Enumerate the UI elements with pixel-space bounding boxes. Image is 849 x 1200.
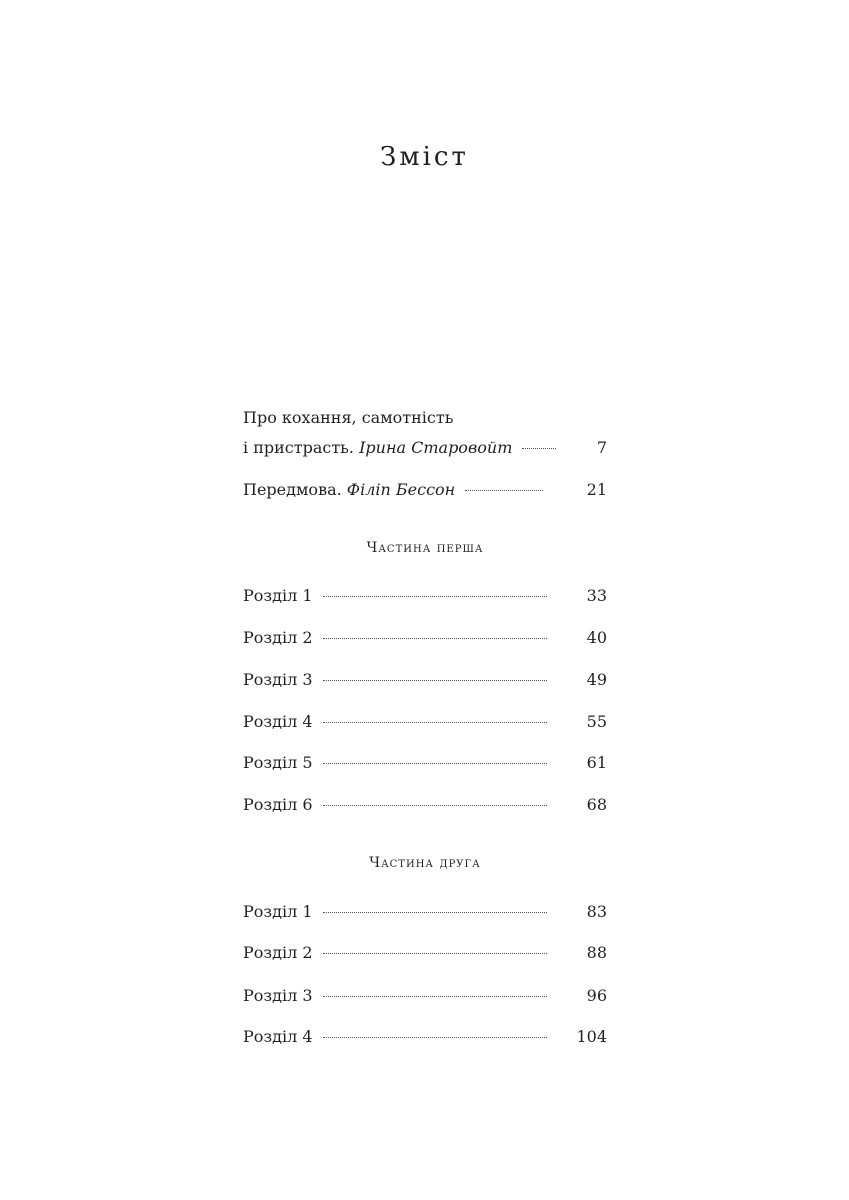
intro-entry[interactable] bbox=[243, 438, 607, 460]
part1-chapter-4[interactable] bbox=[243, 712, 607, 734]
dot-leader bbox=[465, 489, 543, 491]
part2-heading: Частина друга bbox=[369, 855, 481, 871]
intro-entry-label: і пристрасть. Ірина Старовойт bbox=[243, 438, 513, 457]
preface-author: Філіп Бессон bbox=[346, 480, 456, 499]
page-number: 83 bbox=[586, 902, 607, 921]
dot-leader bbox=[323, 995, 547, 997]
intro-entry-line1: Про кохання, самотність bbox=[243, 408, 454, 427]
intro-author: Ірина Старовойт bbox=[359, 438, 513, 457]
page-number: 88 bbox=[586, 943, 607, 962]
part1-chapter-6[interactable] bbox=[243, 795, 607, 817]
part2-chapter-2[interactable] bbox=[243, 943, 607, 965]
page-number: 96 bbox=[586, 986, 607, 1005]
part2-chapter-3[interactable] bbox=[243, 986, 607, 1008]
chapter-label: Розділ 6 bbox=[243, 795, 313, 814]
part1-chapter-1[interactable] bbox=[243, 586, 607, 608]
part1-chapter-5[interactable] bbox=[243, 753, 607, 775]
page-number: 7 bbox=[596, 438, 607, 457]
chapter-label: Розділ 2 bbox=[243, 943, 313, 962]
dot-leader bbox=[323, 595, 547, 597]
preface-entry-label: Передмова. Філіп Бессон bbox=[243, 480, 456, 499]
chapter-label: Розділ 3 bbox=[243, 986, 313, 1005]
page-number: 49 bbox=[586, 670, 607, 689]
chapter-label: Розділ 4 bbox=[243, 712, 313, 731]
chapter-label: Розділ 1 bbox=[243, 902, 313, 921]
page-number: 61 bbox=[586, 753, 607, 772]
dot-leader bbox=[323, 911, 547, 913]
chapter-label: Розділ 5 bbox=[243, 753, 313, 772]
dot-leader bbox=[323, 1036, 547, 1038]
page-number: 21 bbox=[586, 480, 607, 499]
dot-leader bbox=[323, 721, 547, 723]
chapter-label: Розділ 4 bbox=[243, 1027, 313, 1046]
page-number: 40 bbox=[586, 628, 607, 647]
dot-leader bbox=[323, 804, 547, 806]
dot-leader bbox=[323, 952, 547, 954]
page-number: 68 bbox=[586, 795, 607, 814]
dot-leader bbox=[323, 637, 547, 639]
chapter-label: Розділ 2 bbox=[243, 628, 313, 647]
page-number: 104 bbox=[576, 1027, 607, 1046]
page-title: Зміст bbox=[380, 142, 469, 172]
chapter-label: Розділ 3 bbox=[243, 670, 313, 689]
chapter-label: Розділ 1 bbox=[243, 586, 313, 605]
dot-leader bbox=[522, 447, 556, 449]
dot-leader bbox=[323, 679, 547, 681]
part2-chapter-1[interactable] bbox=[243, 902, 607, 924]
part2-chapter-4[interactable] bbox=[243, 1027, 607, 1049]
dot-leader bbox=[323, 762, 547, 764]
part1-heading: Частина перша bbox=[366, 540, 484, 556]
part1-chapter-3[interactable] bbox=[243, 670, 607, 692]
page-number: 33 bbox=[586, 586, 607, 605]
part1-chapter-2[interactable] bbox=[243, 628, 607, 650]
preface-entry[interactable] bbox=[243, 480, 607, 502]
page-number: 55 bbox=[586, 712, 607, 731]
